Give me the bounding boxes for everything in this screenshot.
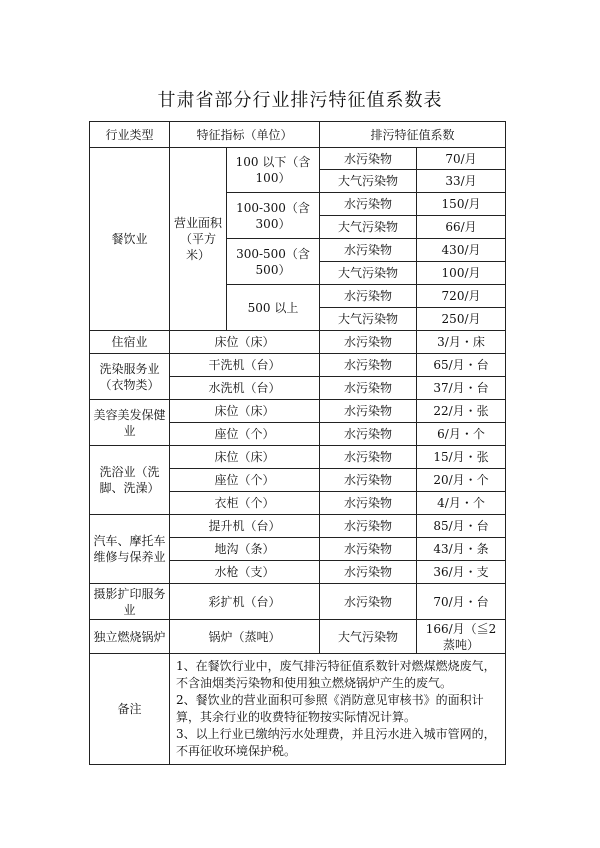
pollutant-cell: 水污染物	[320, 285, 417, 308]
pollutant-cell: 水污染物	[320, 377, 417, 400]
indicator-cell: 床位（床）	[170, 331, 320, 354]
pollutant-cell: 大气污染物	[320, 620, 417, 654]
notes-row	[90, 654, 506, 765]
value-cell: 65/月・台	[417, 354, 506, 377]
value-cell: 150/月	[417, 193, 506, 216]
indicator-cell: 水枪（支）	[170, 561, 320, 584]
coefficient-table	[89, 121, 506, 765]
table-row	[90, 584, 506, 620]
value-cell: 85/月・台	[417, 515, 506, 538]
range-cell: 300-500（含 500）	[227, 239, 320, 285]
value-cell: 70/月・台	[417, 584, 506, 620]
pollutant-cell: 大气污染物	[320, 170, 417, 193]
table-row	[90, 515, 506, 538]
value-cell: 66/月	[417, 216, 506, 239]
pollutant-cell: 大气污染物	[320, 262, 417, 285]
value-cell: 720/月	[417, 285, 506, 308]
indicator-cell: 彩扩机（台）	[170, 584, 320, 620]
pollutant-cell: 大气污染物	[320, 216, 417, 239]
pollutant-cell: 水污染物	[320, 584, 417, 620]
table-row	[90, 446, 506, 469]
value-cell: 15/月・张	[417, 446, 506, 469]
value-cell: 166/月（≦2 蒸吨）	[417, 620, 506, 654]
industry-cell: 洗染服务业（衣物类）	[90, 354, 170, 400]
pollutant-cell: 水污染物	[320, 331, 417, 354]
industry-cell: 餐饮业	[90, 148, 170, 331]
value-cell: 100/月	[417, 262, 506, 285]
indicator-cell: 营业面积（平方米）	[170, 148, 227, 331]
value-cell: 6/月・个	[417, 423, 506, 446]
page-title: 甘肃省部分行业排污特征值系数表	[157, 90, 443, 111]
industry-cell: 摄影扩印服务业	[90, 584, 170, 620]
pollutant-cell: 水污染物	[320, 446, 417, 469]
notes-content	[170, 654, 506, 765]
pollutant-cell: 水污染物	[320, 354, 417, 377]
indicator-cell: 锅炉（蒸吨）	[170, 620, 320, 654]
value-cell: 430/月	[417, 239, 506, 262]
indicator-cell: 水洗机（台）	[170, 377, 320, 400]
pollutant-cell: 水污染物	[320, 400, 417, 423]
range-cell: 100 以下（含 100）	[227, 148, 320, 193]
header-indicator: 特征指标（单位）	[170, 122, 320, 148]
industry-cell: 洗浴业（洗脚、洗澡）	[90, 446, 170, 515]
header-coefficient: 排污特征值系数	[320, 122, 506, 148]
pollutant-cell: 水污染物	[320, 239, 417, 262]
range-cell: 100-300（含 300）	[227, 193, 320, 239]
industry-cell: 美容美发保健业	[90, 400, 170, 446]
pollutant-cell: 水污染物	[320, 423, 417, 446]
table-row	[90, 400, 506, 423]
indicator-cell: 座位（个）	[170, 469, 320, 492]
note-item: 1、在餐饮行业中，废气排污特征值系数针对燃煤燃烧废气，不含油烟类污染物和使用独立燃烧锅炉产生的废气。	[176, 659, 496, 690]
pollutant-cell: 水污染物	[320, 492, 417, 515]
industry-cell: 住宿业	[90, 331, 170, 354]
range-cell: 500 以上	[227, 285, 320, 331]
note-item: 3、以上行业已缴纳污水处理费，并且污水进入城市管网的，不再征收环境保护税。	[176, 727, 496, 758]
note-item: 2、餐饮业的营业面积可参照《消防意见审核书》的面积计算，其余行业的收费特征物按实际情况计算。	[176, 693, 484, 724]
table-row	[90, 354, 506, 377]
indicator-cell: 提升机（台）	[170, 515, 320, 538]
value-cell: 22/月・张	[417, 400, 506, 423]
header-industry: 行业类型	[90, 122, 170, 148]
indicator-cell: 座位（个）	[170, 423, 320, 446]
pollutant-cell: 水污染物	[320, 515, 417, 538]
industry-cell: 汽车、摩托车维修与保养业	[90, 515, 170, 584]
industry-cell: 独立燃烧锅炉	[90, 620, 170, 654]
value-cell: 37/月・台	[417, 377, 506, 400]
pollutant-cell: 大气污染物	[320, 308, 417, 331]
table-row	[90, 148, 506, 170]
value-cell: 36/月・支	[417, 561, 506, 584]
indicator-cell: 地沟（条）	[170, 538, 320, 561]
value-cell: 33/月	[417, 170, 506, 193]
value-cell: 250/月	[417, 308, 506, 331]
value-cell: 43/月・条	[417, 538, 506, 561]
pollutant-cell: 水污染物	[320, 193, 417, 216]
pollutant-cell: 水污染物	[320, 148, 417, 170]
pollutant-cell: 水污染物	[320, 469, 417, 492]
notes-label: 备注	[90, 654, 170, 765]
table-row	[90, 620, 506, 654]
table-header-row	[90, 122, 506, 148]
indicator-cell: 床位（床）	[170, 400, 320, 423]
pollutant-cell: 水污染物	[320, 538, 417, 561]
value-cell: 3/月・床	[417, 331, 506, 354]
indicator-cell: 干洗机（台）	[170, 354, 320, 377]
table-row	[90, 331, 506, 354]
indicator-cell: 床位（床）	[170, 446, 320, 469]
value-cell: 20/月・个	[417, 469, 506, 492]
value-cell: 4/月・个	[417, 492, 506, 515]
indicator-cell: 衣柜（个）	[170, 492, 320, 515]
pollutant-cell: 水污染物	[320, 561, 417, 584]
value-cell: 70/月	[417, 148, 506, 170]
